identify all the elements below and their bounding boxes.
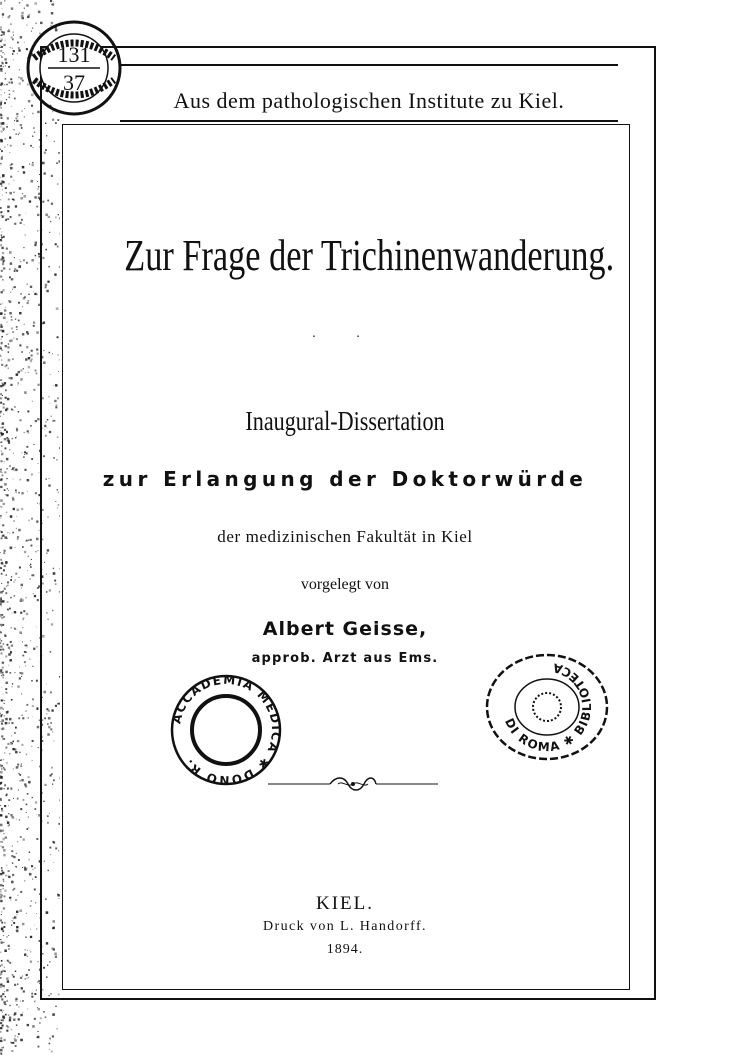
library-stamp-number-bottom: 37 [63, 70, 85, 95]
faculty-line: der medizinischen Fakultät in Kiel [217, 527, 473, 546]
library-stamp-number-top: 131 [57, 42, 91, 67]
ornament-divider [268, 772, 438, 796]
imprint-printer: Druck von L. Handorff. [263, 919, 427, 934]
decorative-dots: · · [311, 330, 379, 345]
dissertation-type: Inaugural-Dissertation [245, 406, 445, 436]
institute-header: Aus dem pathologischen Institute zu Kiel. [173, 88, 565, 113]
header-rule [120, 120, 618, 122]
imprint-city: KIEL. [315, 893, 374, 914]
presented-by: vorgelegt von [300, 576, 390, 593]
author-credential: approb. Arzt aus Ems. [251, 651, 439, 666]
svg-text:DI ROMA ✱ BIBLIOTECA [502, 660, 594, 754]
library-stamp [16, 18, 132, 118]
academy-stamp [168, 672, 284, 788]
author-name: Albert Geisse, [262, 618, 428, 640]
top-rule [120, 64, 618, 66]
academy-stamp-text: ACCADEMIA MEDICA ✱ DONO R. [169, 672, 284, 788]
svg-text:ACCADEMIA MEDICA ✱ DONO R. [169, 673, 283, 788]
dissertation-title: Zur Frage der Trichinenwanderung. [124, 231, 615, 280]
dissertation-purpose: zur Erlangung der Doktorwürde [102, 467, 588, 491]
imprint-year: 1894. [326, 942, 364, 957]
roma-stamp [482, 652, 612, 762]
roma-stamp-text: DI ROMA ✱ BIBLIOTECA [502, 660, 595, 755]
